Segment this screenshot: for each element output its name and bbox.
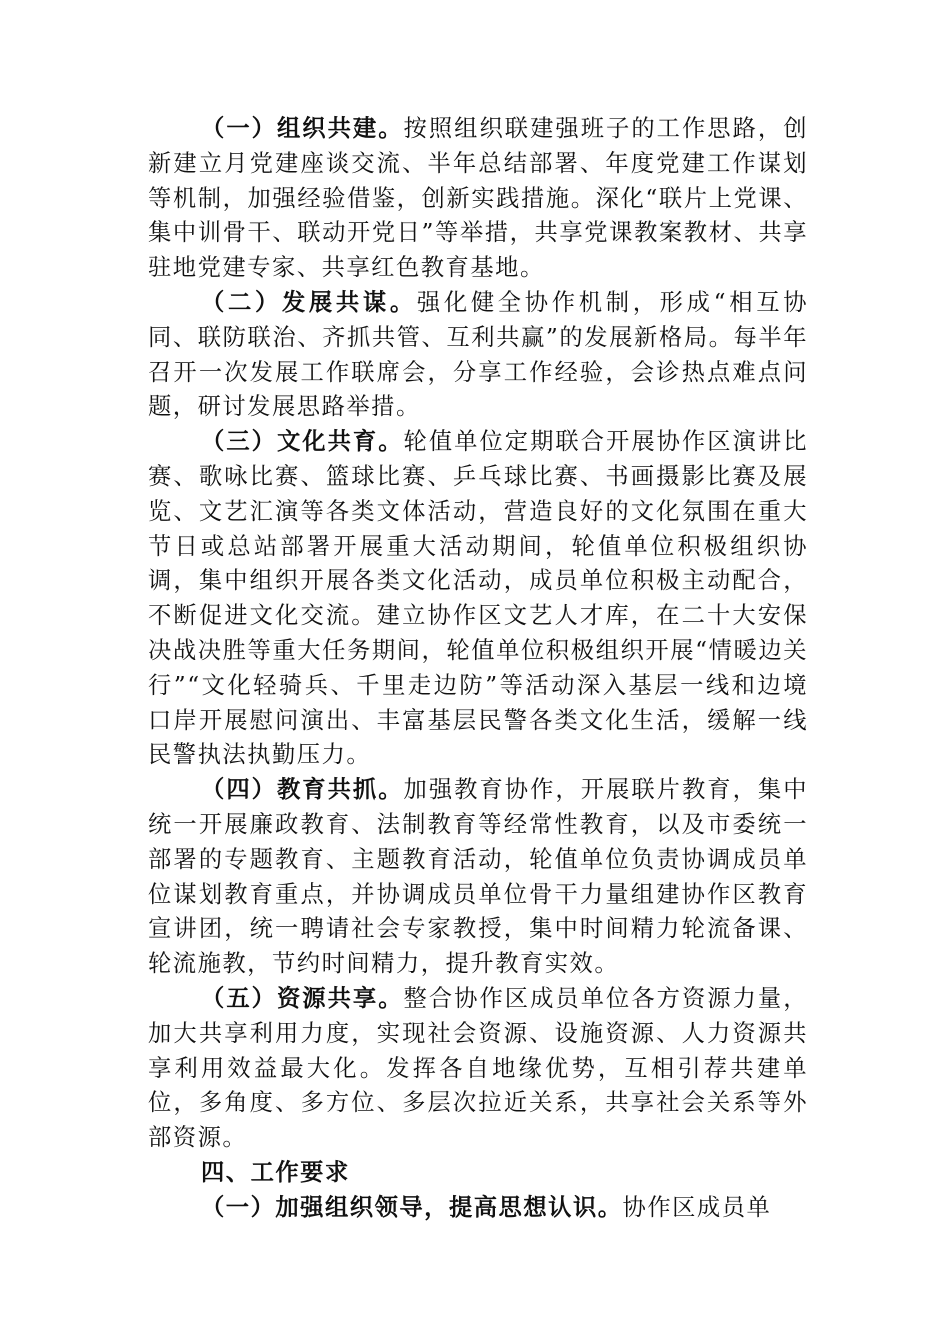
paragraph-body: 整合协作区成员单位各方资源力量，加大共享利用力度，实现社会资源、设施资源、人力资源共享利用效益最大化。发挥各自地缘优势，互相引荐共建单位，多角度、多方位、多层次拉近关系，共享社会关系等外部资源。 bbox=[148, 984, 809, 1152]
paragraph-body: 按照组织联建强班子的工作思路，创新建立月党建座谈交流、半年总结部署、年度党建工作谋划等机制，加强经验借鉴，创新实践措施。深化“联片上党课、集中训骨干、联动开党日”等举措，共享党课教案教材、共享驻地党建专家、共享红色教育基地。 bbox=[148, 115, 809, 282]
paragraph-lead: （五）资源共享。 bbox=[201, 984, 404, 1012]
paragraph-organization-building bbox=[148, 112, 808, 286]
paragraph-lead: （二）发展共谋。 bbox=[201, 288, 417, 316]
document-page bbox=[148, 112, 808, 1226]
paragraph-body: 强化健全协作机制，形成“相互协同、联防联治、齐抓共管、互利共赢”的发展新格局。每半年召开一次发展工作联席会，分享工作经验，会诊热点难点问题，研讨发展思路举措。 bbox=[148, 288, 809, 421]
paragraph-lead: （三）文化共育。 bbox=[201, 428, 404, 456]
paragraph-resource-sharing bbox=[148, 982, 808, 1156]
paragraph-lead: （四）教育共抓。 bbox=[201, 776, 404, 804]
paragraph-body: 协作区成员单 bbox=[622, 1193, 772, 1221]
paragraph-lead: （一）组织共建。 bbox=[201, 115, 404, 142]
paragraph-development-planning bbox=[148, 286, 808, 425]
paragraph-body: 加强教育协作，开展联片教育，集中统一开展廉政教育、法制教育等经常性教育，以及市委统一部署的专题教育、主题教育活动，轮值单位负责协调成员单位谋划教育重点，并协调成员单位骨干力量组建协作区教育宣讲团，统一聘请社会专家教授，集中时间精力轮流备课、轮流施教，节约时间精力，提升教育实效。 bbox=[148, 776, 809, 978]
paragraph-education bbox=[148, 773, 808, 982]
paragraph-body: 轮值单位定期联合开展协作区演讲比赛、歌咏比赛、篮球比赛、乒乓球比赛、书画摄影比赛及展览、文艺汇演等各类文体活动，营造良好的文化氛围在重大节日或总站部署开展重大活动期间，轮值单位积极组织协调，集中组织开展各类文化活动，成员单位积极主动配合，不断促进文化交流。建立协作区文艺人才库，在二十大安保决战决胜等重大任务期间，轮值单位积极组织开展“情暖边关行”“文化轻骑兵、千里走边防”等活动深入基层一线和边境口岸开展慰问演出、丰富基层民警各类文化生活，缓解一线民警执法执勤压力。 bbox=[148, 428, 809, 769]
paragraph-culture-cultivation bbox=[148, 425, 808, 773]
section-heading-work-requirements: 四、工作要求 bbox=[201, 1158, 350, 1186]
paragraph-lead: （一）加强组织领导，提高思想认识。 bbox=[201, 1193, 623, 1221]
paragraph-organizational-leadership bbox=[148, 1191, 808, 1226]
